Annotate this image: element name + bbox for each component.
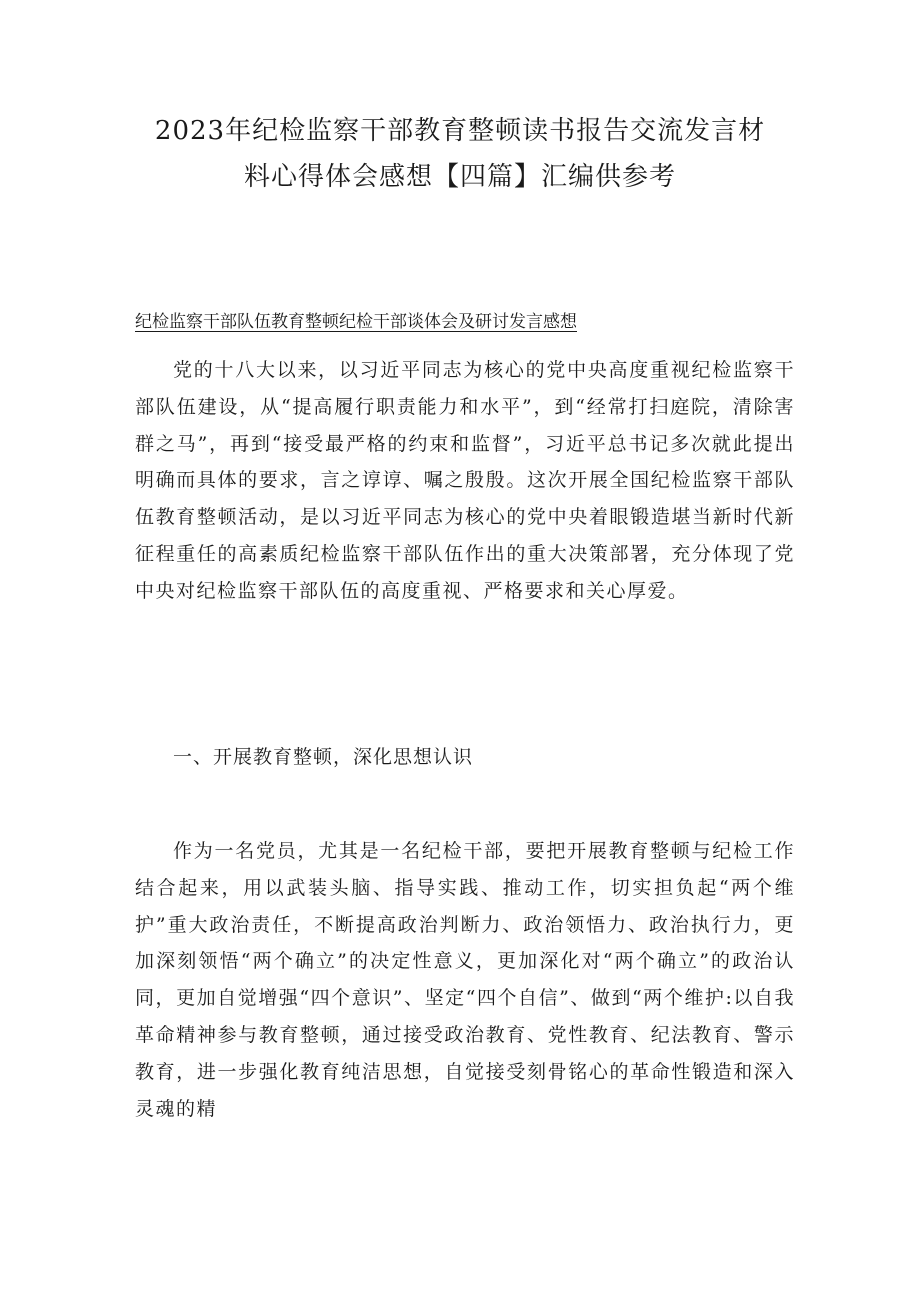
document-title — [120, 108, 800, 200]
body-paragraph: 作为一名党员，尤其是一名纪检干部，要把开展教育整顿与纪检工作结合起来，用以武装头脑、指导实践、推动工作，切实担负起“两个维护”重大政治责任，不断提高政治判断力、政治领悟力、政治执行力，更加深刻领悟“两个确立”的决定性意义，更加深化对“两个确立”的政治认同，更加自觉增强“四个意识”、坚定“四个自信”、做到“两个维护:以自我革命精神参与教育整顿，通过接受政治教育、党性教育、纪法教育、警示教育，进一步强化教育纯洁思想，自觉接受刻骨铭心的革命性锻造和深入灵魂的精 — [135, 840, 795, 1120]
title-line-1: 2023年纪检监察干部教育整顿读书报告交流发言材 — [154, 116, 766, 146]
title-line-2: 料心得体会感想【四篇】汇编供参考 — [243, 162, 676, 192]
section-heading: 一、开展教育整顿，深化思想认识 — [173, 746, 474, 768]
section-subtitle: 纪检监察干部队伍教育整顿纪检干部谈体会及研讨发言感想 — [135, 312, 577, 332]
intro-paragraph: 党的十八大以来，以习近平同志为核心的党中央高度重视纪检监察干部队伍建设，从“提高履行职责能力和水平”，到“经常打扫庭院，清除害群之马”，再到“接受最严格的约束和监督”，习近平总书记多次就此提出明确而具体的要求，言之谆谆、嘱之殷殷。这次开展全国纪检监察干部队伍教育整顿活动，是以习近平同志为核心的党中央着眼锻造堪当新时代新征程重任的高素质纪检监察干部队伍作出的重大决策部署，充分体现了党中央对纪检监察干部队伍的高度重视、严格要求和关心厚爱。 — [135, 359, 795, 602]
